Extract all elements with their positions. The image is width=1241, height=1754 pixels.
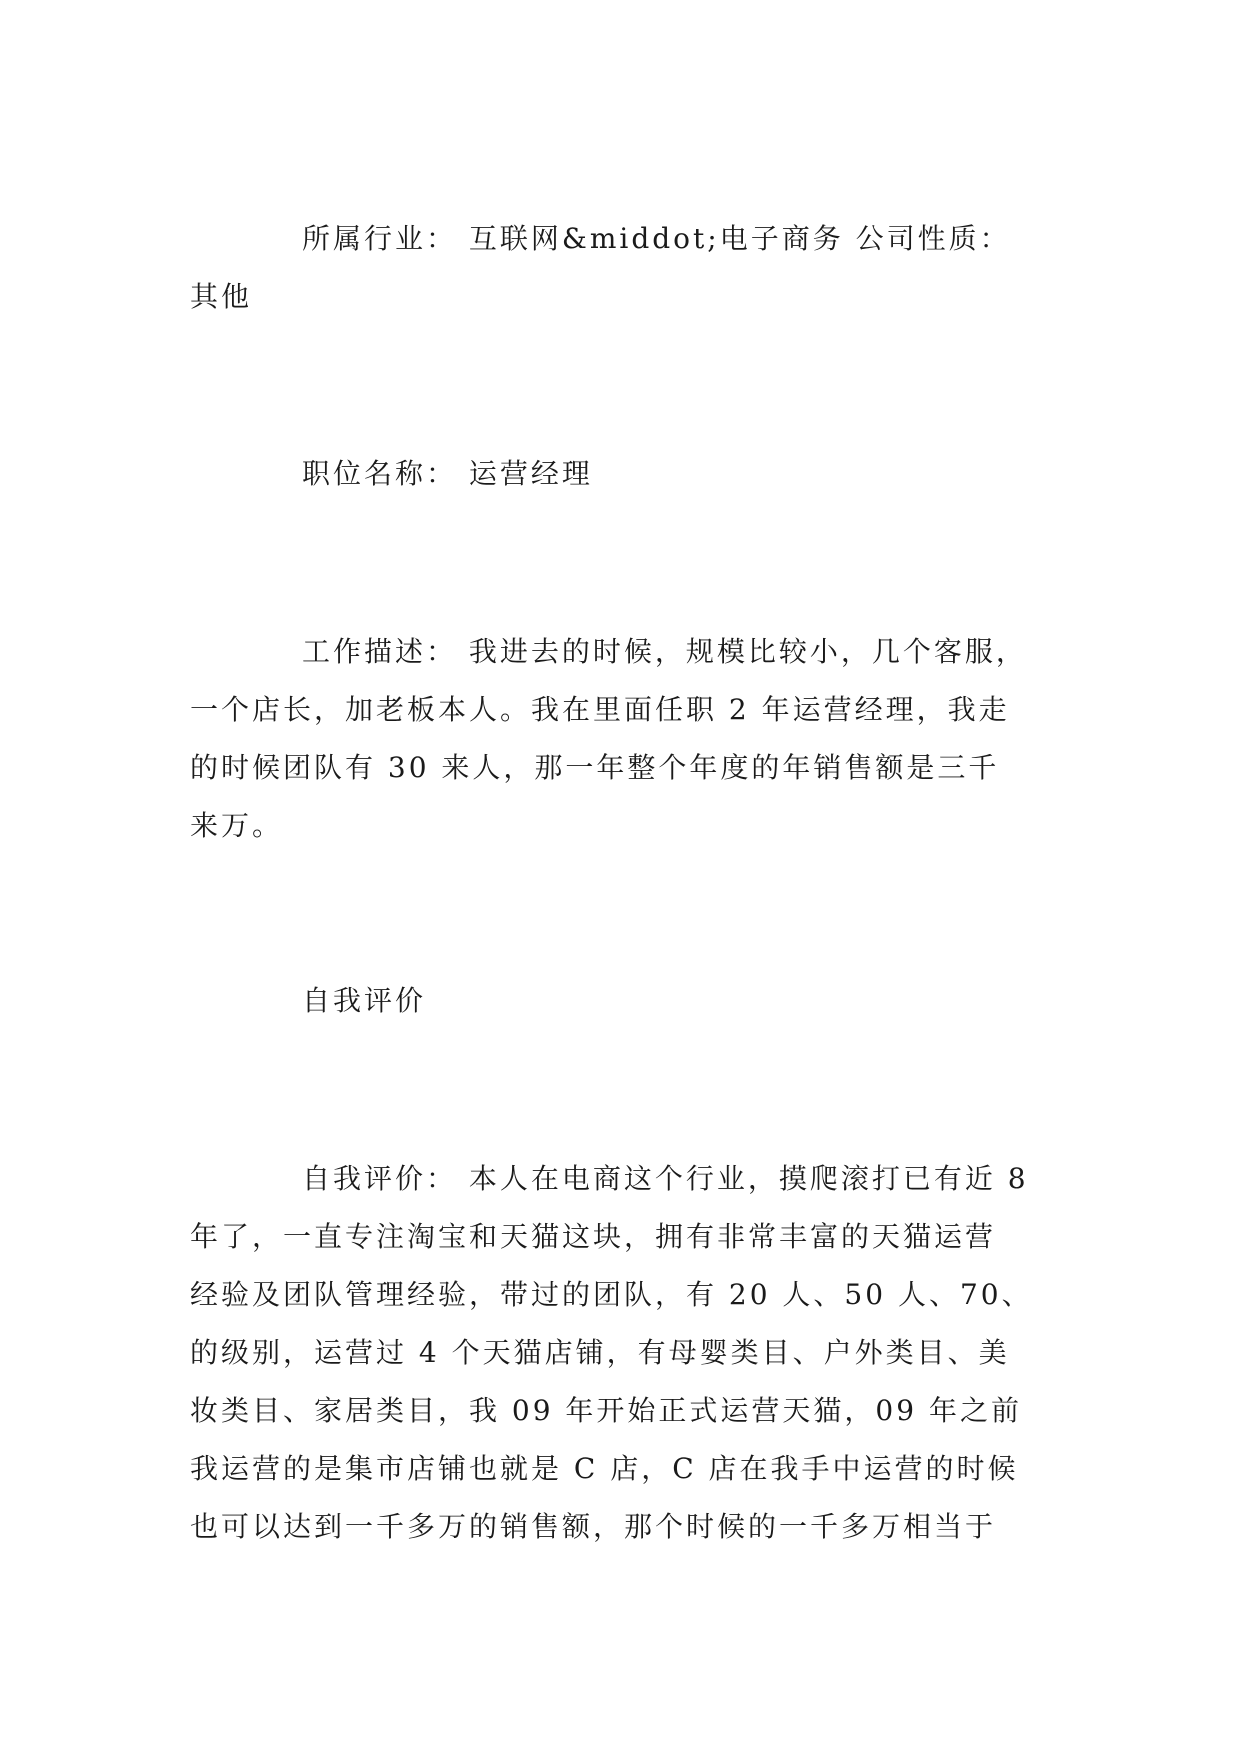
heading-text: 自我评价: [302, 984, 427, 1017]
paragraph-line: 自我评价： 本人在电商这个行业，摸爬滚打已有近 8: [302, 1162, 1029, 1195]
paragraph-line: 经验及团队管理经验，带过的团队，有 20 人、50 人、70、: [190, 1278, 1033, 1311]
paragraph-line: 所属行业： 互联网&middot;电子商务 公司性质：: [302, 222, 1011, 255]
industry-paragraph: [190, 210, 1060, 326]
paragraph-line: 其他: [190, 280, 253, 313]
paragraph-line: 的时候团队有 30 来人，那一年整个年度的年销售额是三千: [190, 751, 1000, 784]
position-paragraph: [190, 445, 1060, 503]
paragraph-line: 的级别，运营过 4 个天猫店铺，有母婴类目、户外类目、美: [190, 1336, 1010, 1369]
paragraph-line: 我运营的是集市店铺也就是 C 店，C 店在我手中运营的时候: [190, 1452, 1019, 1485]
self-evaluation-paragraph: [190, 1150, 1060, 1556]
paragraph-line: 职位名称： 运营经理: [302, 457, 593, 490]
paragraph-line: 也可以达到一千多万的销售额，那个时候的一千多万相当于: [190, 1510, 997, 1543]
paragraph-line: 一个店长，加老板本人。我在里面任职 2 年运营经理，我走: [190, 693, 1010, 726]
paragraph-line: 妆类目、家居类目，我 09 年开始正式运营天猫，09 年之前: [190, 1394, 1022, 1427]
paragraph-line: 年了，一直专注淘宝和天猫这块，拥有非常丰富的天猫运营: [190, 1220, 997, 1253]
paragraph-line: 工作描述： 我进去的时候，规模比较小，几个客服，: [302, 635, 1027, 668]
paragraph-line: 来万。: [190, 809, 284, 842]
work-description-paragraph: [190, 623, 1060, 855]
self-evaluation-heading: [190, 972, 1060, 1030]
